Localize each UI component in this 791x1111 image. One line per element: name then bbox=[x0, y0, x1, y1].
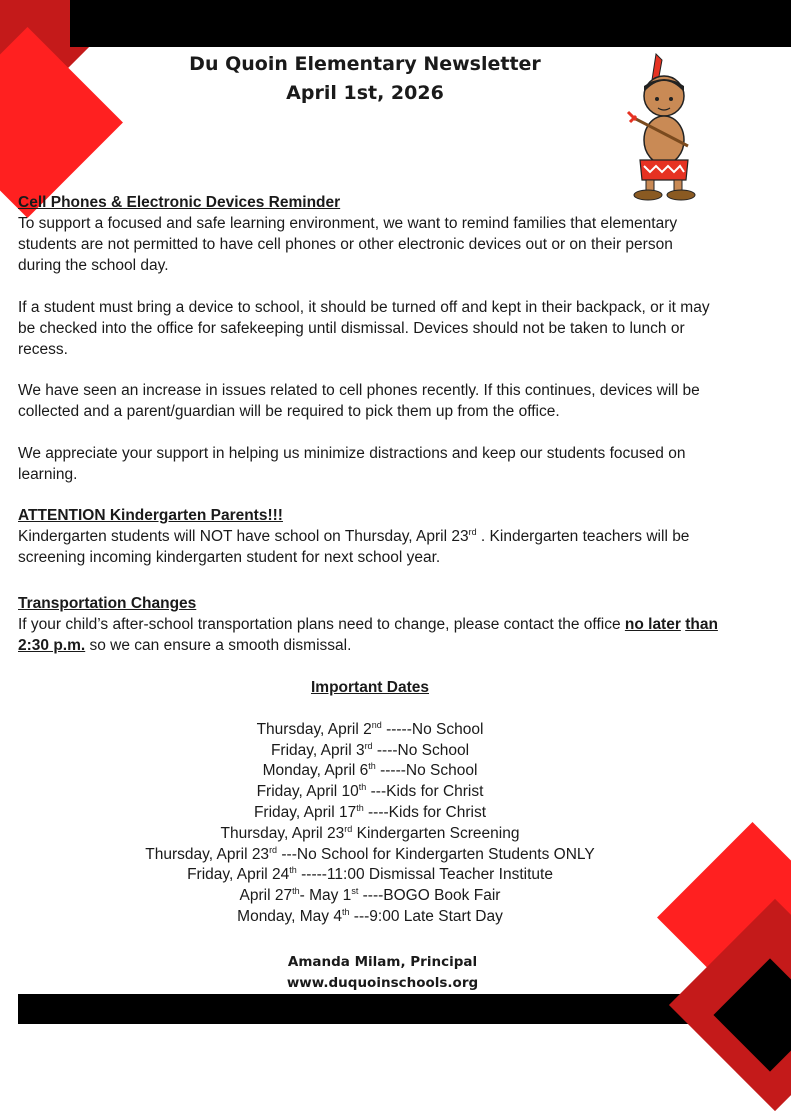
date-item-pre: Monday, May 4 bbox=[237, 907, 342, 925]
date-item-pre: Friday, April 17 bbox=[253, 803, 357, 821]
important-dates-list bbox=[100, 720, 640, 928]
important-dates bbox=[100, 678, 640, 928]
date-item-post: -----No School bbox=[375, 762, 478, 780]
phones-heading: Cell Phones & Electronic Devices Reminder bbox=[18, 194, 341, 211]
date-item-post: ---9:00 Late Start Day bbox=[349, 907, 503, 925]
date-item bbox=[100, 865, 640, 886]
date-item-sup: rd bbox=[344, 823, 353, 834]
newsletter-date: April 1st, 2026 bbox=[286, 82, 444, 104]
date-item-pre: April 27 bbox=[239, 887, 293, 905]
date-item-post: -----11:00 Dismissal Teacher Institute bbox=[296, 866, 553, 884]
transportation-emphasis-a: no later bbox=[624, 616, 681, 633]
date-item-pre: Friday, April 3 bbox=[270, 741, 365, 759]
kindergarten-text-a: Kindergarten students will NOT have school on Thursday, April 23 bbox=[18, 528, 469, 545]
important-dates-title: Important Dates bbox=[311, 679, 429, 696]
date-item bbox=[100, 886, 640, 907]
kindergarten-text-b: . Kindergarten teachers will be screening incoming kindergarten student for next school year. bbox=[18, 528, 690, 566]
transportation-text-a: If your child’s after-school transportation plans need to change, please contact the office bbox=[18, 616, 625, 633]
date-item bbox=[100, 761, 640, 782]
date-item-pre: Thursday, April 23 bbox=[220, 824, 345, 842]
date-item-sup: th bbox=[358, 782, 367, 793]
date-item-sup: th bbox=[356, 802, 364, 813]
date-item-sup: nd bbox=[371, 719, 382, 730]
date-item bbox=[100, 741, 640, 762]
transportation-text-b: so we can ensure a smooth dismissal. bbox=[85, 637, 352, 654]
date-item bbox=[100, 907, 640, 928]
date-item-pre: Thursday, April 2 bbox=[256, 720, 372, 738]
bottom-black-bar bbox=[18, 994, 718, 1024]
newsletter-header bbox=[150, 50, 580, 108]
date-item-post: ----Kids for Christ bbox=[363, 803, 487, 821]
newsletter-title: Du Quoin Elementary Newsletter bbox=[189, 53, 541, 75]
date-item-sup: th bbox=[341, 906, 350, 917]
newsletter-footer bbox=[200, 952, 565, 994]
date-item bbox=[100, 824, 640, 845]
principal-signature: Amanda Milam, Principal bbox=[287, 954, 478, 970]
date-item-post: ----No School bbox=[372, 741, 470, 759]
date-item-pre: Monday, April 6 bbox=[262, 762, 369, 780]
date-item-post: Kindergarten Screening bbox=[352, 824, 520, 842]
phones-paragraph-4: We appreciate your support in helping us minimize distractions and keep our students focused on learning. bbox=[18, 444, 686, 483]
date-item bbox=[100, 803, 640, 824]
date-item-post: ---No School for Kindergarten Students ONLY bbox=[277, 845, 595, 863]
date-item-sup: rd bbox=[269, 844, 278, 855]
date-item-sup2: st bbox=[351, 886, 359, 897]
date-item-post: ----BOGO Book Fair bbox=[358, 887, 501, 905]
transportation-emphasis-b: than 2:30 p.m. bbox=[18, 616, 718, 654]
date-item-sup: th bbox=[292, 886, 300, 897]
phones-paragraph-1: To support a focused and safe learning environment, we want to remind families that elementary students are not permitted to have cell phones or other electronic devices out or on their person during the school day. bbox=[18, 215, 678, 274]
date-item-sup: th bbox=[368, 761, 376, 772]
date-item-pre: Thursday, April 23 bbox=[145, 845, 270, 863]
date-item-sup: th bbox=[289, 865, 297, 876]
date-item-mid: - May 1 bbox=[299, 887, 352, 905]
kindergarten-heading: ATTENTION Kindergarten Parents!!! bbox=[18, 507, 283, 524]
top-black-bar bbox=[70, 0, 791, 47]
school-website: www.duquoinschools.org bbox=[286, 975, 479, 991]
date-item-post: ---Kids for Christ bbox=[366, 783, 484, 801]
phones-paragraph-3: We have seen an increase in issues related to cell phones recently. If this continues, devices will be collected and a parent/guardian will be required to pick them up from the office. bbox=[18, 382, 700, 420]
date-item bbox=[100, 720, 640, 741]
date-item bbox=[100, 782, 640, 803]
kindergarten-sup: rd bbox=[468, 526, 477, 537]
date-item bbox=[100, 845, 640, 866]
date-item-sup: rd bbox=[364, 740, 373, 751]
date-item-post: -----No School bbox=[381, 720, 484, 738]
newsletter-body bbox=[18, 192, 718, 677]
kindergarten-paragraph bbox=[18, 526, 718, 568]
date-item-pre: Friday, April 10 bbox=[256, 783, 359, 801]
mascot-illustration bbox=[618, 52, 710, 204]
transportation-heading: Transportation Changes bbox=[18, 595, 197, 612]
transportation-paragraph bbox=[18, 614, 718, 656]
phones-paragraph-2: If a student must bring a device to school, it should be turned off and kept in their backpack, or it may be checked into the office for safekeeping until dismissal. Devices should not be taken to lunch or recess. bbox=[18, 298, 710, 358]
date-item-pre: Friday, April 24 bbox=[187, 866, 290, 884]
